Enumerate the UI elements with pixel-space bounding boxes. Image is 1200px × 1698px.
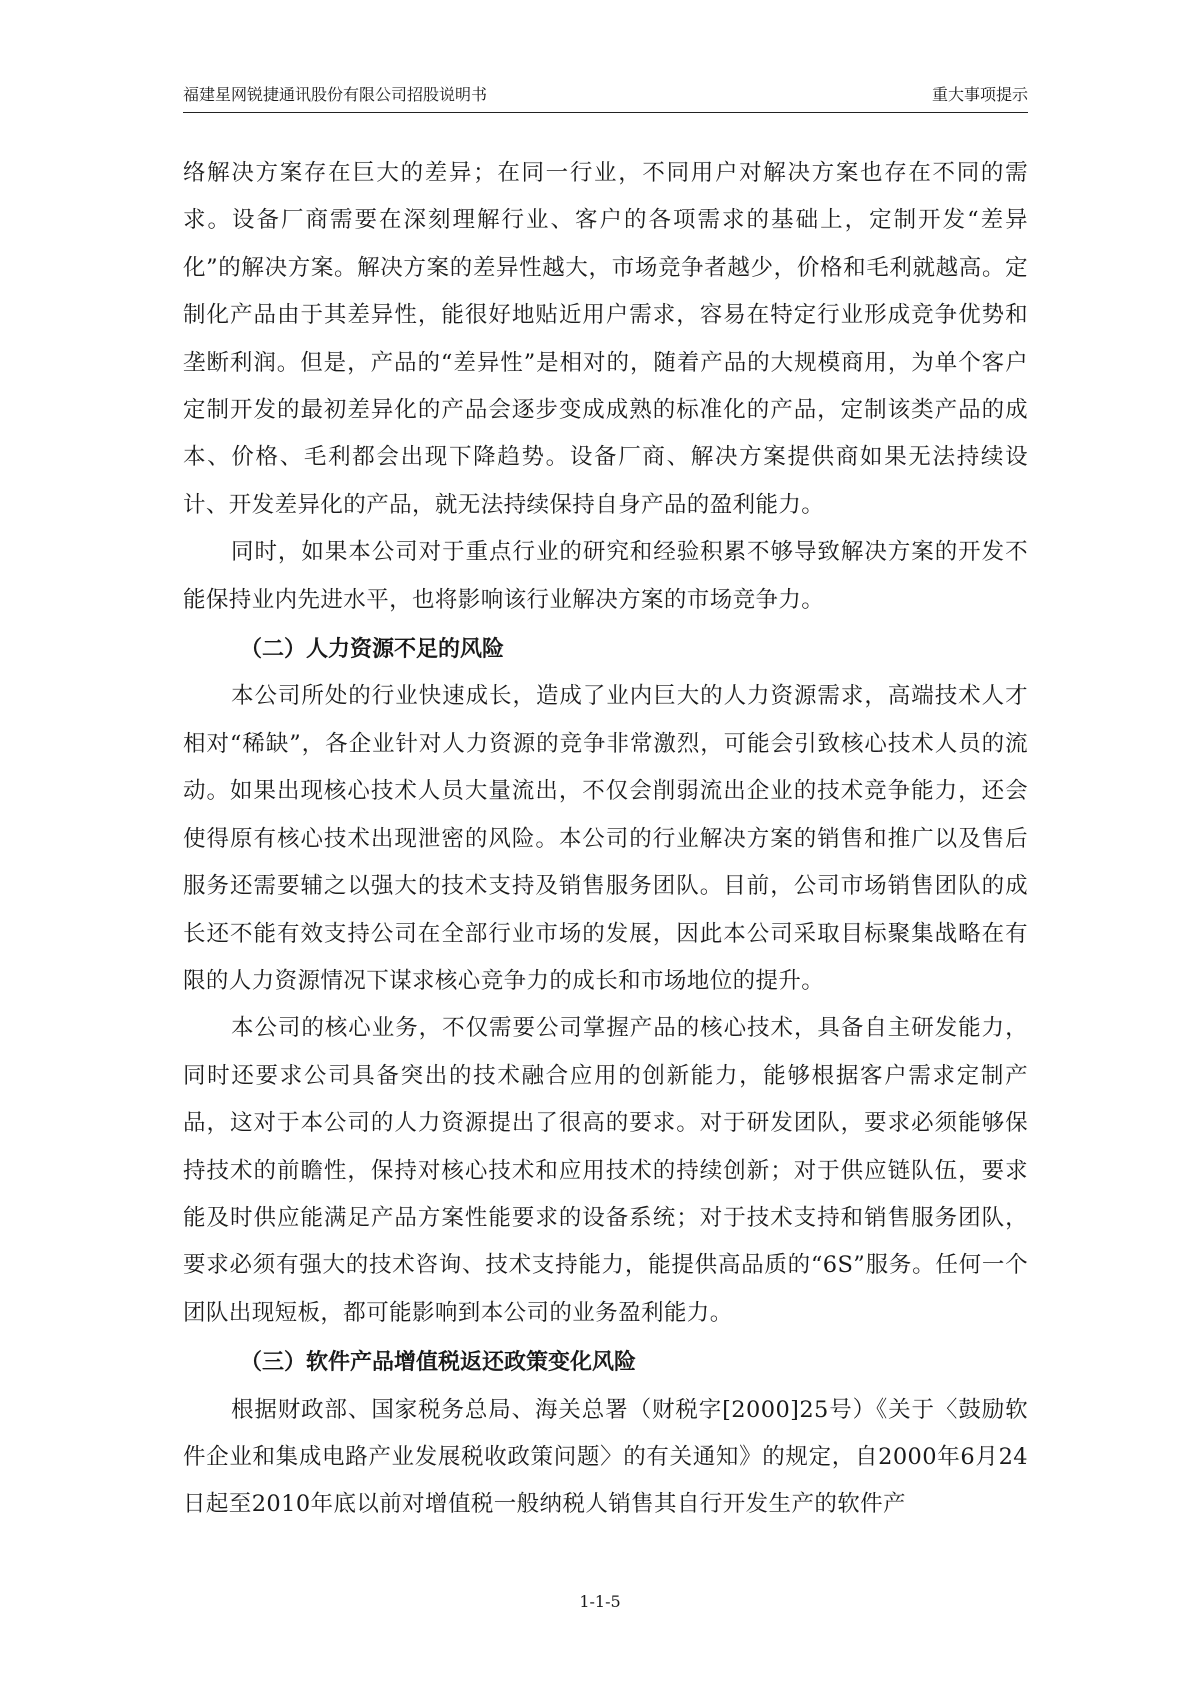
- paragraph-talent-demand: 本公司所处的行业快速成长，造成了业内巨大的人力资源需求，高端技术人才相对“稀缺”，各企业针对人力资源的竞争非常激烈，可能会引致核心技术人员的流动。如果出现核心技术人员大量流出，不仅会削弱流出企业的技术竞争能力，还会使得原有核心技术出现泄密的风险。本公司的行业解决方案的销售和推广以及售后服务还需要辅之以强大的技术支持及销售服务团队。目前，公司市场销售团队的成长还不能有效支持公司在全部行业市场的发展，因此本公司采取目标聚集战略在有限的人力资源情况下谋求核心竞争力的成长和市场地位的提升。: [183, 683, 1028, 994]
- header-document-title: 福建星网锐捷通讯股份有限公司招股说明书: [183, 85, 488, 104]
- page-body: [183, 150, 1028, 1529]
- paragraph-core-business-requirements: 本公司的核心业务，不仅需要公司掌握产品的核心技术，具备自主研发能力，同时还要求公司具备突出的技术融合应用的创新能力，能够根据客户需求定制产品，这对于本公司的人力资源提出了很高的要求。对于研发团队，要求必须能够保持技术的前瞻性，保持对核心技术和应用技术的持续创新；对于供应链队伍，要求能及时供应能满足产品方案性能要求的设备系统；对于技术支持和销售服务团队，要求必须有强大的技术咨询、技术支持能力，能提供高品质的“6S”服务。任何一个团队出现短板，都可能影响到本公司的业务盈利能力。: [183, 1015, 1028, 1326]
- paragraph-industry-research: 同时，如果本公司对于重点行业的研究和经验积累不够导致解决方案的开发不能保持业内先进水平，也将影响该行业解决方案的市场竞争力。: [183, 539, 1028, 613]
- paragraph-tax-policy: 根据财政部、国家税务总局、海关总署（财税字[2000]25号）《关于〈鼓励软件企业和集成电路产业发展税收政策问题〉的有关通知》的规定，自2000年6月24日起至2010年底以前对增值税一般纳税人销售其自行开发生产的软件产: [183, 1396, 1028, 1518]
- paragraph-solution-differentiation: 络解决方案存在巨大的差异；在同一行业，不同用户对解决方案也存在不同的需求。设备厂商需要在深刻理解行业、客户的各项需求的基础上，定制开发“差异化”的解决方案。解决方案的差异性越大，市场竞争者越少，价格和毛利就越高。定制化产品由于其差异性，能很好地贴近用户需求，容易在特定行业形成竞争优势和垄断利润。但是，产品的“差异性”是相对的，随着产品的大规模商用，为单个客户定制开发的最初差异化的产品会逐步变成成熟的标准化的产品，定制该类产品的成本、价格、毛利都会出现下降趋势。设备厂商、解决方案提供商如果无法持续设计、开发差异化的产品，就无法持续保持自身产品的盈利能力。: [183, 160, 1028, 518]
- header-section-title: 重大事项提示: [931, 85, 1028, 104]
- page-number: 1-1-5: [579, 1592, 621, 1611]
- section-heading-human-resources: （二）人力资源不足的风险: [240, 637, 505, 663]
- page-header: [183, 84, 1028, 113]
- section-heading-vat-refund: （三）软件产品增值税返还政策变化风险: [240, 1350, 637, 1376]
